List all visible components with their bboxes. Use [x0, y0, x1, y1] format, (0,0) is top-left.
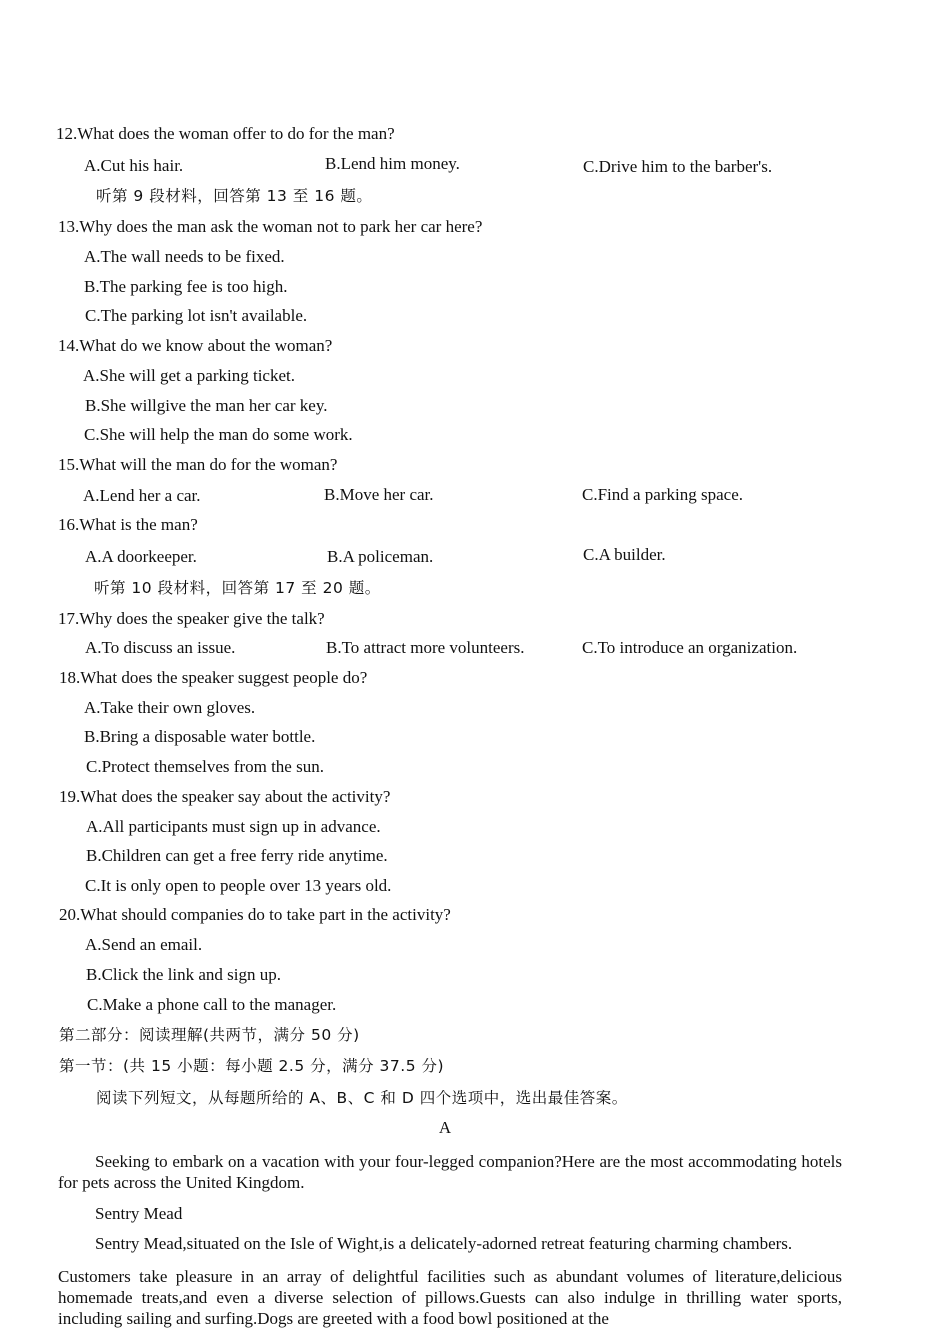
question-15-option-a: A.Lend her a car. [83, 486, 201, 505]
question-19-option-a: A.All participants must sign up in advance. [86, 817, 381, 836]
question-15-stem: 15.What will the man do for the woman? [58, 455, 338, 474]
part2-title: 第二部分：阅读理解(共两节，满分 50 分) [59, 1026, 360, 1044]
question-13-stem: 13.Why does the man ask the woman not to park her car here? [58, 217, 483, 236]
instruction-section-10: 听第 10 段材料，回答第 17 至 20 题。 [94, 579, 381, 597]
question-19-option-b: B.Children can get a free ferry ride anytime. [86, 846, 388, 865]
question-12-stem: 12.What does the woman offer to do for the man? [56, 124, 395, 143]
passage-label: A [438, 1118, 452, 1137]
question-19-stem: 19.What does the speaker say about the activity? [59, 787, 391, 806]
question-16-option-b: B.A policeman. [327, 547, 434, 566]
passage-intro: Seeking to embark on a vacation with your four-legged companion?Here are the most accommodating hotels for pets across the United Kingdom. [58, 1152, 842, 1192]
instruction-section-9: 听第 9 段材料，回答第 13 至 16 题。 [96, 187, 373, 205]
question-20-option-a: A.Send an email. [85, 935, 203, 954]
question-14-option-a: A.She will get a parking ticket. [83, 366, 295, 385]
question-15-option-b: B.Move her car. [324, 485, 434, 504]
question-14-option-b: B.She willgive the man her car key. [85, 396, 328, 415]
question-20-stem: 20.What should companies do to take part in the activity? [59, 905, 451, 924]
question-13-option-a: A.The wall needs to be fixed. [84, 247, 285, 266]
question-16-option-c: C.A builder. [583, 545, 666, 564]
hotel-name-heading: Sentry Mead [95, 1204, 183, 1223]
question-17-option-a: A.To discuss an issue. [85, 638, 236, 657]
question-12-option-c: C.Drive him to the barber's. [583, 157, 773, 176]
question-14-stem: 14.What do we know about the woman? [58, 336, 333, 355]
question-16-option-a: A.A doorkeeper. [85, 547, 197, 566]
hotel-description-body: Customers take pleasure in an array of delightful facilities such as abundant volumes of literature,delicious homemade treats,and even a diverse selection of pillows.Guests can also indulge in thrilling water sports, including sailing and surfing.Dogs are greeted with a food bowl positioned at the [58, 1267, 842, 1328]
question-17-option-b: B.To attract more volunteers. [326, 638, 525, 657]
question-18-option-b: B.Bring a disposable water bottle. [84, 727, 316, 746]
question-12-option-a: A.Cut his hair. [84, 156, 184, 175]
question-18-option-c: C.Protect themselves from the sun. [86, 757, 324, 776]
question-16-stem: 16.What is the man? [58, 515, 198, 534]
question-12-option-b: B.Lend him money. [325, 154, 460, 173]
question-13-option-b: B.The parking fee is too high. [84, 277, 288, 296]
question-15-option-c: C.Find a parking space. [582, 485, 743, 504]
question-19-option-c: C.It is only open to people over 13 years old. [85, 876, 392, 895]
question-18-stem: 18.What does the speaker suggest people do? [59, 668, 368, 687]
question-17-option-c: C.To introduce an organization. [582, 638, 798, 657]
question-20-option-b: B.Click the link and sign up. [86, 965, 282, 984]
part2-directions: 阅读下列短文，从每题所给的 A、B、C 和 D 四个选项中，选出最佳答案。 [96, 1089, 628, 1107]
question-14-option-c: C.She will help the man do some work. [84, 425, 353, 444]
hotel-description-first-line: Sentry Mead,situated on the Isle of Wight,is a delicately-adorned retreat featuring charming chambers. [95, 1234, 793, 1253]
question-18-option-a: A.Take their own gloves. [84, 698, 256, 717]
question-13-option-c: C.The parking lot isn't available. [85, 306, 308, 325]
question-20-option-c: C.Make a phone call to the manager. [87, 995, 337, 1014]
part2-section1-header: 第一节：(共 15 小题：每小题 2.5 分，满分 37.5 分) [59, 1057, 445, 1075]
question-17-stem: 17.Why does the speaker give the talk? [58, 609, 325, 628]
